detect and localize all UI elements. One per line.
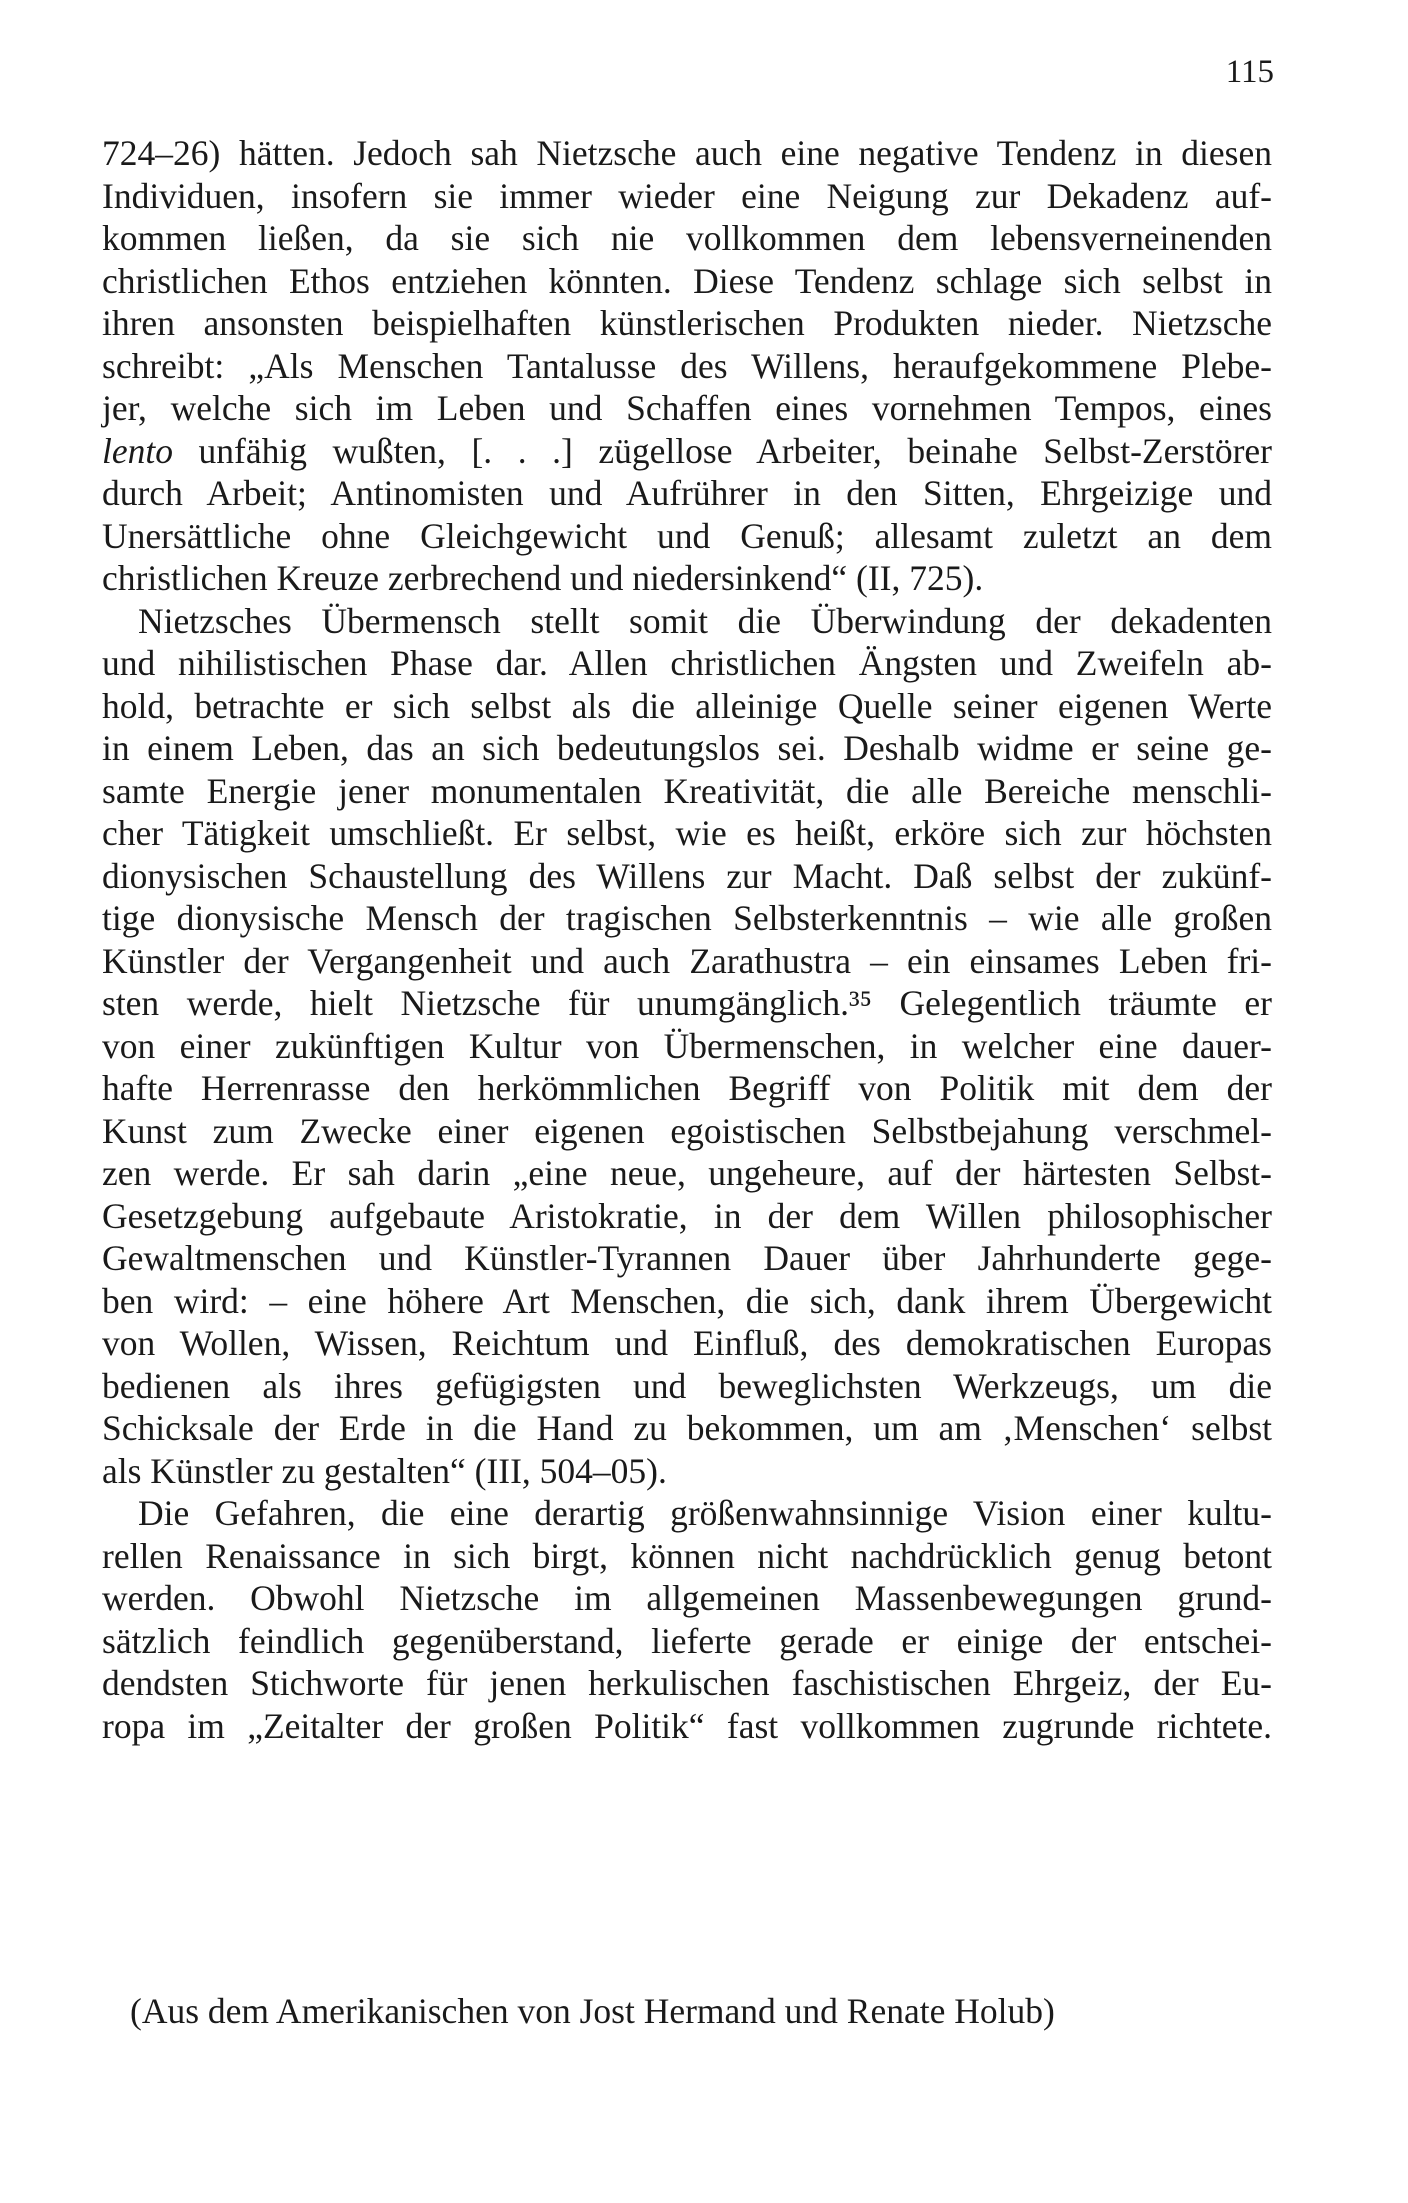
text-line: von einer zukünftigen Kultur von Übermenschen, in welcher eine dauer- [102,1025,1272,1066]
paragraph [102,1492,1272,1747]
text-line: dendsten Stichworte für jenen herkulischen faschistischen Ehrgeiz, der Eu- [102,1663,1272,1703]
text-line: Künstler der Vergangenheit und auch Zarathustra – ein einsames Leben fri- [102,940,1272,981]
text-line: jer, welche sich im Leben und Schaffen eines vornehmen Tempos, eines [102,388,1272,428]
text-line: rellen Renaissance in sich birgt, können nicht nachdrücklich genug betont [102,1535,1272,1576]
text-line: Gewaltmenschen und Künstler-Tyrannen Dauer über Jahrhunderte gege- [102,1238,1272,1278]
text-line: Kunst zum Zwecke einer eigenen egoistischen Selbstbejahung verschmel- [102,1110,1272,1151]
paragraph [102,132,1272,600]
text-line: ropa im „Zeitalter der großen Politik“ fast vollkommen zugrunde richtete. [102,1705,1272,1746]
text-line: hold, betrachte er sich selbst als die alleinige Quelle seiner eigenen Werte [102,685,1272,726]
text-line: werden. Obwohl Nietzsche im allgemeinen Massenbewegungen grund- [102,1578,1272,1618]
text-line: Nietzsches Übermensch stellt somit die Überwindung der dekadenten [138,600,1272,641]
text-line: tige dionysische Mensch der tragischen Selbsterkenntnis – wie alle großen [102,898,1272,938]
text-line: als Künstler zu gestalten“ (III, 504–05). [102,1450,667,1491]
text-line: dionysischen Schaustellung des Willens zur Macht. Daß selbst der zukünf- [102,855,1272,896]
text-line: samte Energie jener monumentalen Kreativität, die alle Bereiche menschli- [102,770,1272,811]
text-line: christlichen Kreuze zerbrechend und niedersinkend“ (II, 725). [102,558,984,598]
text-line: durch Arbeit; Antinomisten und Aufrührer in den Sitten, Ehrgeizige und [102,473,1272,513]
text-line: christlichen Ethos entziehen könnten. Diese Tendenz schlage sich selbst in [102,260,1272,301]
text-line: Gesetzgebung aufgebaute Aristokratie, in der dem Willen philosophischer [102,1195,1272,1236]
text-line: Unersättliche ohne Gleichgewicht und Genuß; allesamt zuletzt an dem [102,515,1272,556]
text-line: und nihilistischen Phase dar. Allen christlichen Ängsten und Zweifeln ab- [102,643,1272,683]
text-line: von Wollen, Wissen, Reichtum und Einfluß, des demokratischen Europas [102,1323,1272,1363]
text-line: ben wird: – eine höhere Art Menschen, die sich, dank ihrem Übergewicht [102,1280,1272,1321]
text-line: cher Tätigkeit umschließt. Er selbst, wie es heißt, erköre sich zur höchsten [102,813,1272,853]
body-text [102,132,1272,1747]
text-line: sätzlich feindlich gegenüberstand, lieferte gerade er einige der entschei- [102,1620,1272,1661]
text-line: lento unfähig wußten, [. . .] zügellose Arbeiter, beinahe Selbst-Zerstörer [102,430,1272,471]
text-line: hafte Herrenrasse den herkömmlichen Begriff von Politik mit dem der [102,1068,1272,1108]
text-line: schreibt: „Als Menschen Tantalusse des Willens, heraufgekommene Plebe- [102,345,1272,386]
text-line: ihren ansonsten beispielhaften künstlerischen Produkten nieder. Nietzsche [102,303,1272,343]
text-line: Schicksale der Erde in die Hand zu bekommen, um am ‚Menschen‘ selbst [102,1408,1272,1448]
text-line: Individuen, insofern sie immer wieder eine Neigung zur Dekadenz auf- [102,175,1272,216]
text-line: in einem Leben, das an sich bedeutungslos sei. Deshalb widme er seine ge- [102,728,1272,768]
text-line: bedienen als ihres gefügigsten und beweglichsten Werkzeugs, um die [102,1365,1272,1406]
paragraph [102,600,1272,1493]
translator-note: (Aus dem Amerikanischen von Jost Hermand und Renate Holub) [130,1991,1055,2031]
page-number: 115 [1225,54,1274,90]
text-line: 724–26) hätten. Jedoch sah Nietzsche auch eine negative Tendenz in diesen [102,133,1272,173]
text-line: kommen ließen, da sie sich nie vollkommen dem lebensverneinenden [102,218,1272,258]
text-line: Die Gefahren, die eine derartig größenwahnsinnige Vision einer kultu- [138,1493,1272,1533]
text-line: zen werde. Er sah darin „eine neue, ungeheure, auf der härtesten Selbst- [102,1153,1272,1193]
text-line: sten werde, hielt Nietzsche für unumgänglich.³⁵ Gelegentlich träumte er [102,983,1272,1023]
